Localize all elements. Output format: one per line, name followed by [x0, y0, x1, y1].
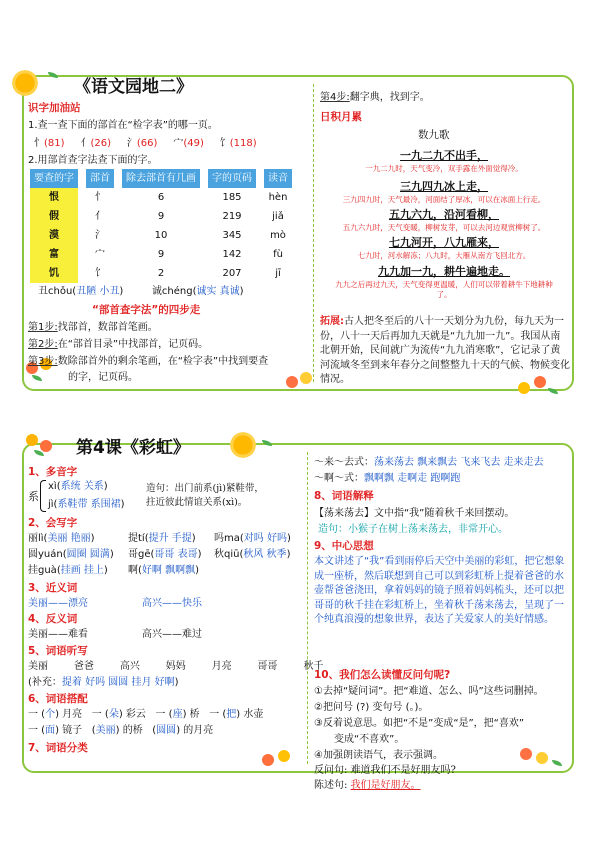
question-2: 2.用部首查字法查下面的字。: [28, 155, 158, 166]
flower-icon: [520, 748, 532, 760]
radical-item: 亻(26): [80, 138, 111, 149]
shizi-heading: 识字加油站: [28, 102, 81, 114]
method-title: “部首查字法”的四步走: [92, 304, 201, 316]
poem-title: 数九歌: [418, 129, 450, 141]
poem-line: 七九河开，八九雁来， 七九时，河水解冻；八九时，大雁从南方飞回北方。: [357, 236, 531, 260]
table-cell: 219: [222, 210, 242, 222]
radical-list: [34, 137, 257, 151]
q-step: ②把问号 (?) 变句号 (。)。: [314, 702, 429, 713]
table-cell: 345: [222, 229, 242, 241]
dictation-words: 美丽 爸爸 高兴 妈妈 月亮 哥哥 秋千: [28, 661, 324, 672]
write-row: 提tí(提升 手提): [128, 533, 196, 544]
poem-line: 五九六九，沿河看柳， 五九六九时，天气变暖，柳树发芽，可以去河边观赏柳树了。: [342, 208, 546, 232]
table-header-row: [30, 169, 292, 188]
collocation-row: 一 (个) 月亮 一 (朵) 彩云 一 (座) 桥 一 (把) 水壶: [28, 709, 264, 720]
rhetorical-question: 反问句: 难道我们不是好朋友吗?: [314, 765, 456, 776]
xi-char: 系: [28, 490, 39, 503]
radical-lookup-table: [30, 169, 292, 283]
top-column-divider: [313, 84, 314, 382]
xi-sentence-2: 拄近彼此情谊关系(xì)。: [146, 497, 248, 508]
table-cell: 假: [30, 207, 78, 226]
write-row: 啊(好啊 飘啊飘): [128, 565, 199, 576]
flower-icon: [278, 750, 290, 762]
table-cell: 富: [30, 245, 78, 264]
chou-cheng-line: 丑chǒu(丑陋 小丑) 诚chéng(诚实 真诚): [38, 286, 244, 297]
bottom-column-divider: [307, 452, 308, 764]
section-heading: 1、多音字: [28, 466, 78, 478]
dictation-extra: (补充：提着 好吗 圆圆 挂月 好啊): [28, 677, 179, 688]
flower-icon: [536, 752, 548, 764]
table-cell: 9: [157, 248, 165, 260]
write-row: 秋qiū(秋风 秋季): [214, 549, 291, 560]
flower-icon: [40, 440, 52, 452]
write-row: 挂guà(挂画 挂上): [28, 565, 108, 576]
step-3: 第3步:数除部首外的剩余笔画，在“检字表”中找到要查: [28, 356, 269, 367]
section-heading: 4、反义词: [28, 613, 78, 625]
radical-item: 饣(118): [219, 138, 257, 149]
section-heading: 8、词语解释: [314, 490, 374, 502]
flower-icon: [262, 754, 274, 766]
table-cell: 亻: [95, 210, 105, 222]
section-heading: 5、词语听写: [28, 645, 88, 657]
table-row: [30, 226, 292, 245]
table-row: [30, 188, 292, 207]
step-2: 第2步:在“部首目录”中找部首，记页码。: [28, 339, 209, 350]
table-cell: jī: [275, 267, 281, 279]
write-row: 哥gē(哥哥 表哥): [128, 549, 202, 560]
poem-line: 三九四九冰上走， 三九四九时，天气最冷，河面结了厚冰，可以在冰面上行走。: [342, 180, 546, 204]
poem-line: 九九加一九，耕牛遍地走。 九九之后再过九天，天气变得更温暖，人们可以带着耕牛下地耕种了。: [335, 265, 553, 299]
table-header: 字的页码: [208, 169, 256, 188]
page-title: 《语文园地二》: [74, 77, 193, 97]
table-row: [30, 207, 292, 226]
classification-1: ～来～去式：荡来荡去 飘来飘去 飞来飞去 走来走去: [314, 457, 544, 468]
xi-brace: [40, 480, 46, 512]
classification-2: ～啊～式：飘啊飘 走啊走 跑啊跑: [314, 473, 461, 484]
table-header: 部首: [86, 169, 114, 188]
table-cell: mò: [270, 229, 286, 241]
sun-icon: [228, 430, 258, 460]
collocation-row: 一 (面) 镜子 (美丽) 的桥 (圆圆) 的月亮: [28, 725, 214, 736]
table-cell: 氵: [95, 229, 105, 241]
table-cell: hèn: [268, 191, 288, 203]
xi-reading-1: xì(系统 关系): [48, 481, 108, 492]
write-row: 圆yuán(圆圈 圆满): [28, 549, 114, 560]
table-cell: 207: [222, 267, 242, 279]
antonym: 美丽——难看: [28, 629, 88, 640]
q-step: ④加强朗读语气，表示强调。: [314, 750, 443, 761]
statement-sentence: 陈述句: 我们是好朋友。: [314, 780, 421, 791]
table-cell: 饣: [95, 267, 105, 279]
table-cell: fù: [273, 248, 283, 260]
sun-icon: [10, 68, 40, 98]
table-row: [30, 264, 292, 283]
table-cell: 6: [157, 191, 165, 203]
section-heading: 9、中心思想: [314, 540, 374, 552]
table-header: 除去部首有几画: [122, 169, 200, 188]
tuozhan-paragraph: 拓展:古人把冬至后的八十一天划分为九份，每九天为一份，八十一天后再加九天就是“九九加一九”。我国从南北朝开始，民间就广为流传“九九消寒歌”，它记录了黄河流域冬至到来年春分之间整整九十天的气候、物候变化情况。: [320, 316, 570, 385]
write-row: 丽lì(美丽 艳丽): [28, 533, 95, 544]
write-row: 吗ma(对吗 好吗): [214, 533, 291, 544]
section-heading: 10、我们怎么读懂反问句呢?: [314, 669, 451, 681]
step-1: 第1步:找部首，数部首笔画。: [28, 322, 158, 333]
xi-sentence-1: 造句：出门前系(jì)紧鞋带，: [146, 483, 264, 494]
center-idea: 本文讲述了“我”看到雨停后天空中美丽的彩虹，把它想象成一座桥，然后联想到自己可以到彩虹桥上提着爸爸的水壶帮爸爸浇田，拿着妈妈的镜子照着妈妈梳头，还可以把哥哥的秋千挂在彩虹桥上，坐着秋千荡来荡去，呈现了一个纯真浪漫的想象世界，表达了关爱家人的美好情感。: [314, 556, 565, 625]
table-header: 要查的字: [30, 169, 78, 188]
table-cell: 9: [157, 210, 165, 222]
radical-item: 宀(49): [173, 138, 204, 149]
table-cell: 宀: [95, 248, 105, 260]
radical-item: 氵(66): [126, 138, 158, 149]
table-cell: 142: [222, 248, 242, 260]
radical-item: 忄(81): [34, 138, 65, 149]
step-4: 第4步:翻字典，找到字。: [320, 92, 430, 103]
explanation-example: 造句：小猴子在树上荡来荡去，非常开心。: [318, 524, 508, 535]
explanation: 【荡来荡去】文中指“我”随着秋千来回摆动。: [314, 508, 515, 519]
rili-heading: 日积月累: [320, 111, 362, 123]
q-step: ③反着说意思。如把“不是”变成“是”，把“喜欢”: [314, 718, 525, 729]
section-heading: 2、会写字: [28, 517, 78, 529]
lesson-title: 第4课《彩虹》: [76, 438, 190, 458]
table-cell: 恨: [30, 188, 78, 207]
table-header: 读音: [264, 169, 292, 188]
section-heading: 3、近义词: [28, 582, 78, 594]
table-cell: jiǎ: [272, 210, 284, 222]
q-step: ①去掉“疑问词”。把“难道、怎么、吗”这些词删掉。: [314, 686, 544, 697]
section-heading: 7、词语分类: [28, 742, 88, 754]
table-row: [30, 245, 292, 264]
q-step: 变成“不喜欢”。: [334, 734, 405, 745]
xi-reading-2: jì(系鞋带 系围裙): [48, 499, 125, 510]
flower-icon: [26, 434, 38, 446]
question-1: 1.查一查下面的部首在“检字表”的哪一页。: [28, 120, 218, 131]
table-cell: 2: [157, 267, 165, 279]
table-cell: 饥: [30, 264, 78, 283]
flower-icon: [300, 372, 312, 384]
flower-icon: [286, 376, 298, 388]
poem-line: 一九二九不出手， 一九二九时，天气变冷，双手露在外面觉得冷。: [365, 149, 523, 173]
table-cell: 185: [222, 191, 242, 203]
step-3-cont: 的字，记页码。: [68, 372, 138, 383]
antonym: 高兴——难过: [142, 629, 202, 640]
synonym: 美丽——漂亮: [28, 598, 88, 609]
table-cell: 漠: [30, 226, 78, 245]
table-cell: 10: [154, 229, 168, 241]
synonym: 高兴——快乐: [142, 598, 202, 609]
table-cell: 忄: [95, 191, 105, 203]
section-heading: 6、词语搭配: [28, 693, 88, 705]
